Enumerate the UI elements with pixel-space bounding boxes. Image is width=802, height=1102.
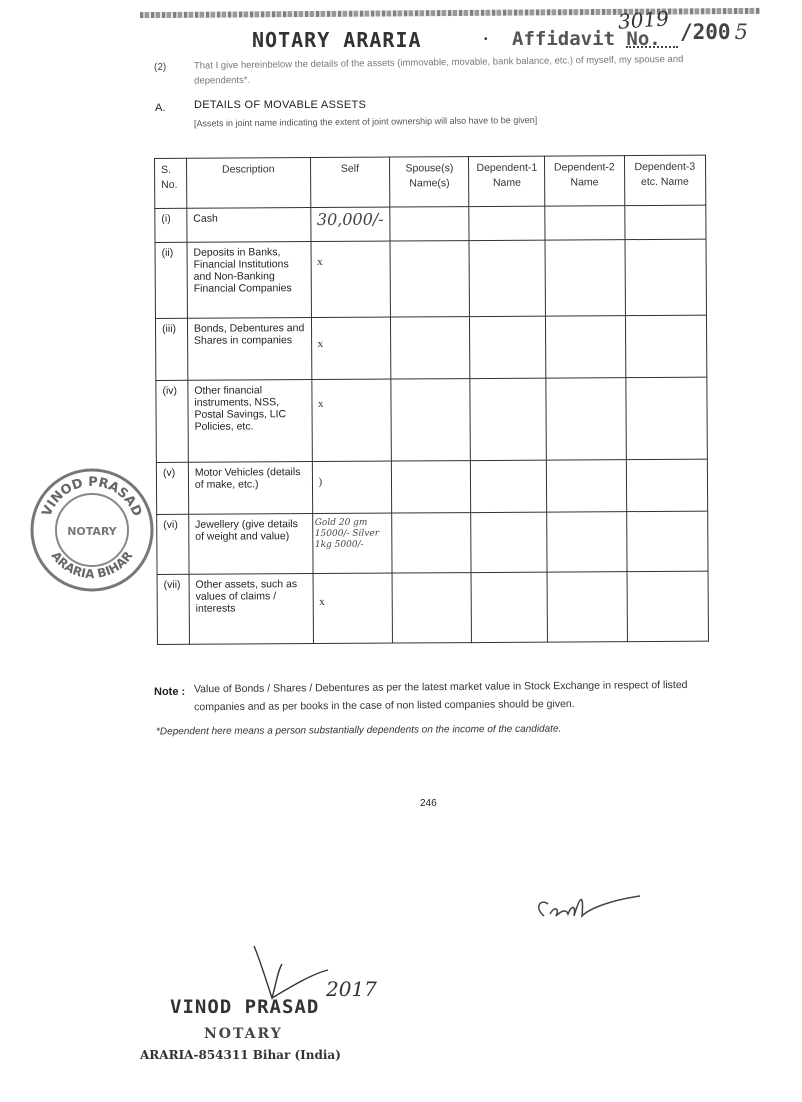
header-self: Self	[310, 157, 390, 207]
signature-right	[532, 886, 652, 941]
handwritten-affidavit-number: 3019	[617, 6, 670, 34]
row-dep2-value	[546, 316, 626, 378]
affidavit-year: /200	[680, 20, 731, 44]
affidavit-label: Affidavit No.	[512, 28, 661, 50]
intro-paragraph: That I give hereinbelow the details of the assets (immovable, movable, bank balance, etc.) of myself, my spouse and dependents*.	[193, 53, 684, 87]
handwritten-signature-icon	[532, 886, 652, 936]
table-row	[156, 459, 707, 514]
row-dep3-value	[625, 315, 707, 377]
table-row	[155, 239, 706, 318]
row-dep1-value	[471, 512, 547, 572]
table-row	[157, 511, 708, 574]
row-dep1-value	[470, 316, 546, 378]
row-description: Other financial instruments, NSS, Postal Savings, LIC Policies, etc.	[188, 380, 312, 463]
table-row	[155, 315, 706, 380]
row-self-value: x	[311, 241, 391, 317]
row-spouse-value	[391, 317, 471, 379]
row-dep3-value	[624, 205, 706, 239]
notary-seal-icon	[28, 466, 156, 594]
header-dependent-2: Dependent-2 Name	[545, 156, 625, 206]
row-spouse-value	[392, 573, 472, 643]
row-dep2-value	[546, 460, 626, 512]
note-label: Note :	[154, 686, 186, 698]
notary-seal	[28, 466, 156, 594]
table-header-row	[155, 155, 706, 208]
row-self-value: )	[312, 461, 392, 513]
row-self-value: 30,000/-	[310, 207, 390, 241]
row-dep3-value	[626, 459, 708, 511]
row-sno: (vii)	[157, 574, 189, 644]
table-row	[155, 205, 706, 242]
row-sno: (ii)	[155, 242, 187, 318]
paragraph-number: (2)	[154, 62, 167, 73]
header-dependent-3: Dependent-3 etc. Name	[624, 155, 706, 205]
table-row	[156, 377, 707, 462]
row-description: Motor Vehicles (details of make, etc.)	[188, 462, 312, 515]
row-dep2-value	[545, 206, 625, 240]
row-dep1-value	[469, 206, 545, 240]
row-sno: (vi)	[157, 514, 189, 574]
row-dep3-value	[626, 511, 708, 571]
row-dep2-value	[547, 512, 627, 572]
section-subtitle: [Assets in joint name indicating the extent of joint ownership will also have to be given]	[193, 114, 538, 129]
notary-role: NOTARY	[204, 1026, 283, 1042]
row-sno: (i)	[155, 208, 187, 242]
section-title: DETAILS OF MOVABLE ASSETS	[194, 99, 367, 111]
row-dep1-value	[470, 378, 546, 460]
row-spouse-value	[391, 379, 471, 461]
bullet-mark: •	[484, 34, 488, 45]
row-self-value: Gold 20 gm 15000/- Silver 1kg 5000/-	[312, 513, 392, 573]
footnote: *Dependent here means a person substantially dependents on the income of the candidate.	[155, 723, 562, 738]
row-sno: (iii)	[155, 318, 187, 380]
section-letter: A.	[155, 102, 166, 114]
affidavit-year-digit: 5	[734, 20, 748, 44]
note-text: Value of Bonds / Shares / Debentures as per the latest market value in Stock Exchange in respect of listed companies and as per books in the case of non listed companies should be given.	[193, 678, 688, 714]
signature-date-text: 2017	[326, 977, 377, 1001]
row-spouse-value	[392, 461, 471, 513]
row-self-value: x	[313, 573, 393, 643]
row-dep1-value	[469, 240, 545, 316]
header-dependent-1: Dependent-1 Name	[469, 156, 545, 206]
row-dep2-value	[547, 572, 627, 642]
row-sno: (v)	[156, 462, 188, 514]
row-description: Jewellery (give details of weight and value)	[189, 514, 313, 575]
affidavit-suffix	[680, 20, 748, 44]
row-description: Deposits in Banks, Financial Institutions and Non-Banking Financial Companies	[187, 242, 311, 319]
row-description: Cash	[187, 208, 311, 243]
seal-bottom-text: ARARIA BIHAR	[48, 548, 136, 582]
row-dep1-value	[471, 460, 547, 512]
header-description: Description	[186, 158, 310, 209]
row-dep3-value	[625, 239, 707, 315]
movable-assets-table	[154, 155, 709, 645]
row-description: Other assets, such as values of claims / interests	[189, 574, 313, 645]
row-description: Bonds, Debentures and Shares in companies	[187, 318, 311, 381]
row-dep1-value	[471, 572, 547, 642]
page-number: 246	[420, 798, 437, 809]
affidavit-number-blank	[626, 34, 678, 48]
seal-top-text: VINOD PRASAD	[39, 474, 145, 519]
row-dep3-value	[625, 377, 707, 459]
header-sno: S. No.	[155, 158, 187, 208]
notary-address: ARARIA-854311 Bihar (India)	[140, 1048, 341, 1062]
row-spouse-value	[390, 241, 470, 317]
row-self-value: x	[311, 317, 391, 379]
notary-name: VINOD PRASAD	[170, 996, 320, 1018]
notary-stamp-title: NOTARY ARARIA	[252, 28, 422, 52]
row-spouse-value	[390, 207, 469, 241]
row-spouse-value	[392, 513, 472, 573]
row-self-value: x	[311, 379, 391, 461]
seal-center-text: NOTARY	[67, 525, 117, 538]
svg-text:ARARIA BIHAR	[49, 549, 136, 581]
row-dep2-value	[546, 378, 626, 460]
row-dep3-value	[627, 571, 709, 641]
row-sno: (iv)	[156, 380, 188, 462]
row-dep2-value	[545, 240, 625, 316]
header-spouse: Spouse(s) Name(s)	[390, 157, 469, 207]
table-row	[157, 571, 708, 644]
